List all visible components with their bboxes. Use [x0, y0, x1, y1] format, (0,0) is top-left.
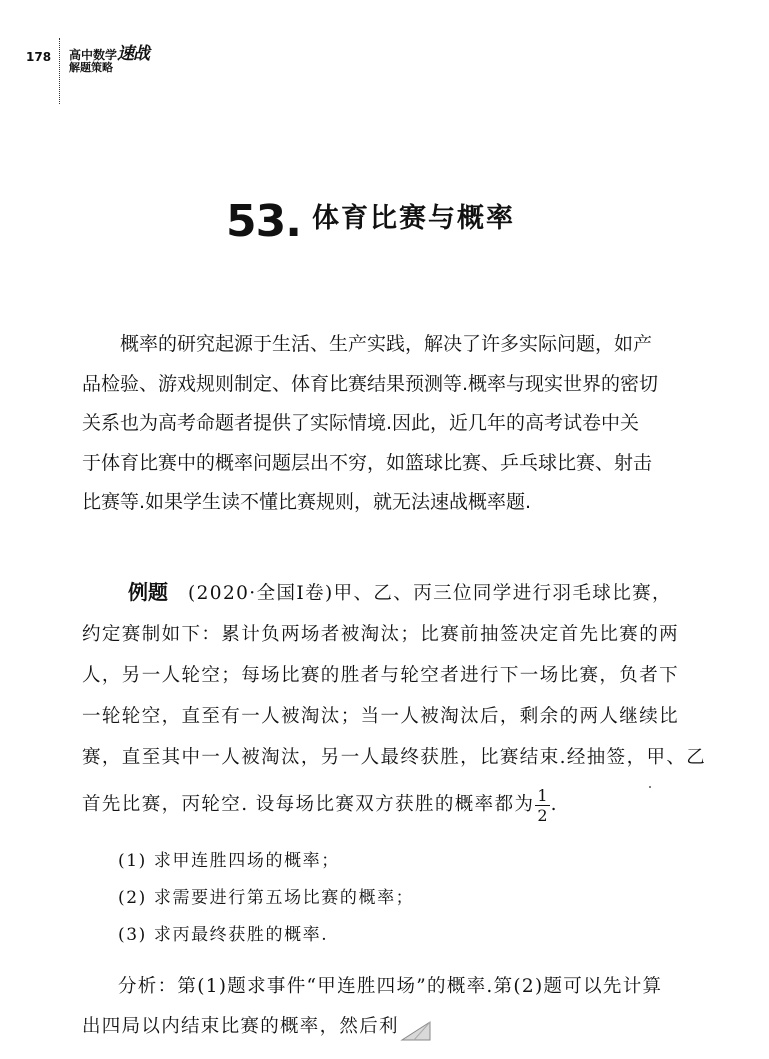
chapter-number-dot: . — [285, 196, 302, 247]
chapter-heading — [226, 196, 515, 247]
book-title-accent: 速战 — [117, 44, 150, 64]
example-source-text: (2020·全国Ⅰ卷)甲、乙、丙三位同学进行羽毛球比赛， — [188, 583, 672, 604]
chapter-number: 53 — [226, 196, 286, 247]
example-problem — [82, 572, 707, 830]
intro-paragraph — [82, 325, 682, 523]
fraction-numerator: 1 — [537, 785, 548, 805]
question-item: (1) 求甲连胜四场的概率； — [118, 851, 340, 871]
analysis-line: 分析：第(1)题求事件“甲连胜四场”的概率.第(2)题可以先计算 — [118, 976, 663, 997]
question-item: (3) 求丙最终获胜的概率. — [118, 925, 329, 945]
example-line: 赛，直至其中一人被淘汰，另一人最终获胜，比赛结束.经抽签，甲、乙 — [82, 747, 707, 768]
page-number: 178 — [26, 50, 52, 64]
intro-line: 于体育比赛中的概率问题层出不穷，如篮球比赛、乒乓球比赛、射击 — [82, 451, 653, 474]
intro-line: 关系也为高考命题者提供了实际情境.因此，近几年的高考试卷中关 — [82, 412, 640, 434]
chapter-title: 体育比赛与概率 — [311, 203, 515, 234]
example-line: 约定赛制如下：累计负两场者被淘汰；比赛前抽签决定首先比赛的两 — [82, 624, 680, 645]
example-last-line-end: . — [550, 794, 558, 815]
scan-speck — [649, 786, 651, 788]
example-line: 人，另一人轮空；每场比赛的胜者与轮空者进行下一场比赛，负者下 — [82, 665, 680, 686]
fraction-denominator: 2 — [537, 805, 548, 825]
example-last-line — [82, 780, 688, 830]
intro-line: 品检验、游戏规则制定、体育比赛结果预测等.概率与现实世界的密切 — [82, 372, 659, 395]
header-divider — [59, 38, 60, 104]
question-list — [118, 843, 414, 954]
intro-line: 比赛等.如果学生读不懂比赛规则，就无法速战概率题. — [82, 491, 532, 513]
book-title-main: 高中数学 — [69, 48, 118, 62]
page-curl-icon — [400, 1018, 432, 1042]
example-first-line — [82, 572, 688, 614]
example-line: 一轮轮空，直至有一人被淘汰；当一人被淘汰后，剩余的两人继续比 — [82, 706, 680, 727]
question-item: (2) 求需要进行第五场比赛的概率； — [118, 888, 415, 908]
fraction-one-half — [535, 786, 549, 825]
analysis-paragraph — [82, 967, 688, 1047]
book-subtitle: 解题策略 — [69, 61, 113, 74]
example-last-line-text: 首先比赛，丙轮空. 设每场比赛双方获胜的概率都为 — [82, 794, 535, 815]
example-label: 例题 — [128, 580, 168, 604]
analysis-line: 出四局以内结束比赛的概率，然后利 — [82, 1016, 399, 1037]
intro-line: 概率的研究起源于生活、生产实践，解决了许多实际问题，如产 — [120, 333, 653, 355]
